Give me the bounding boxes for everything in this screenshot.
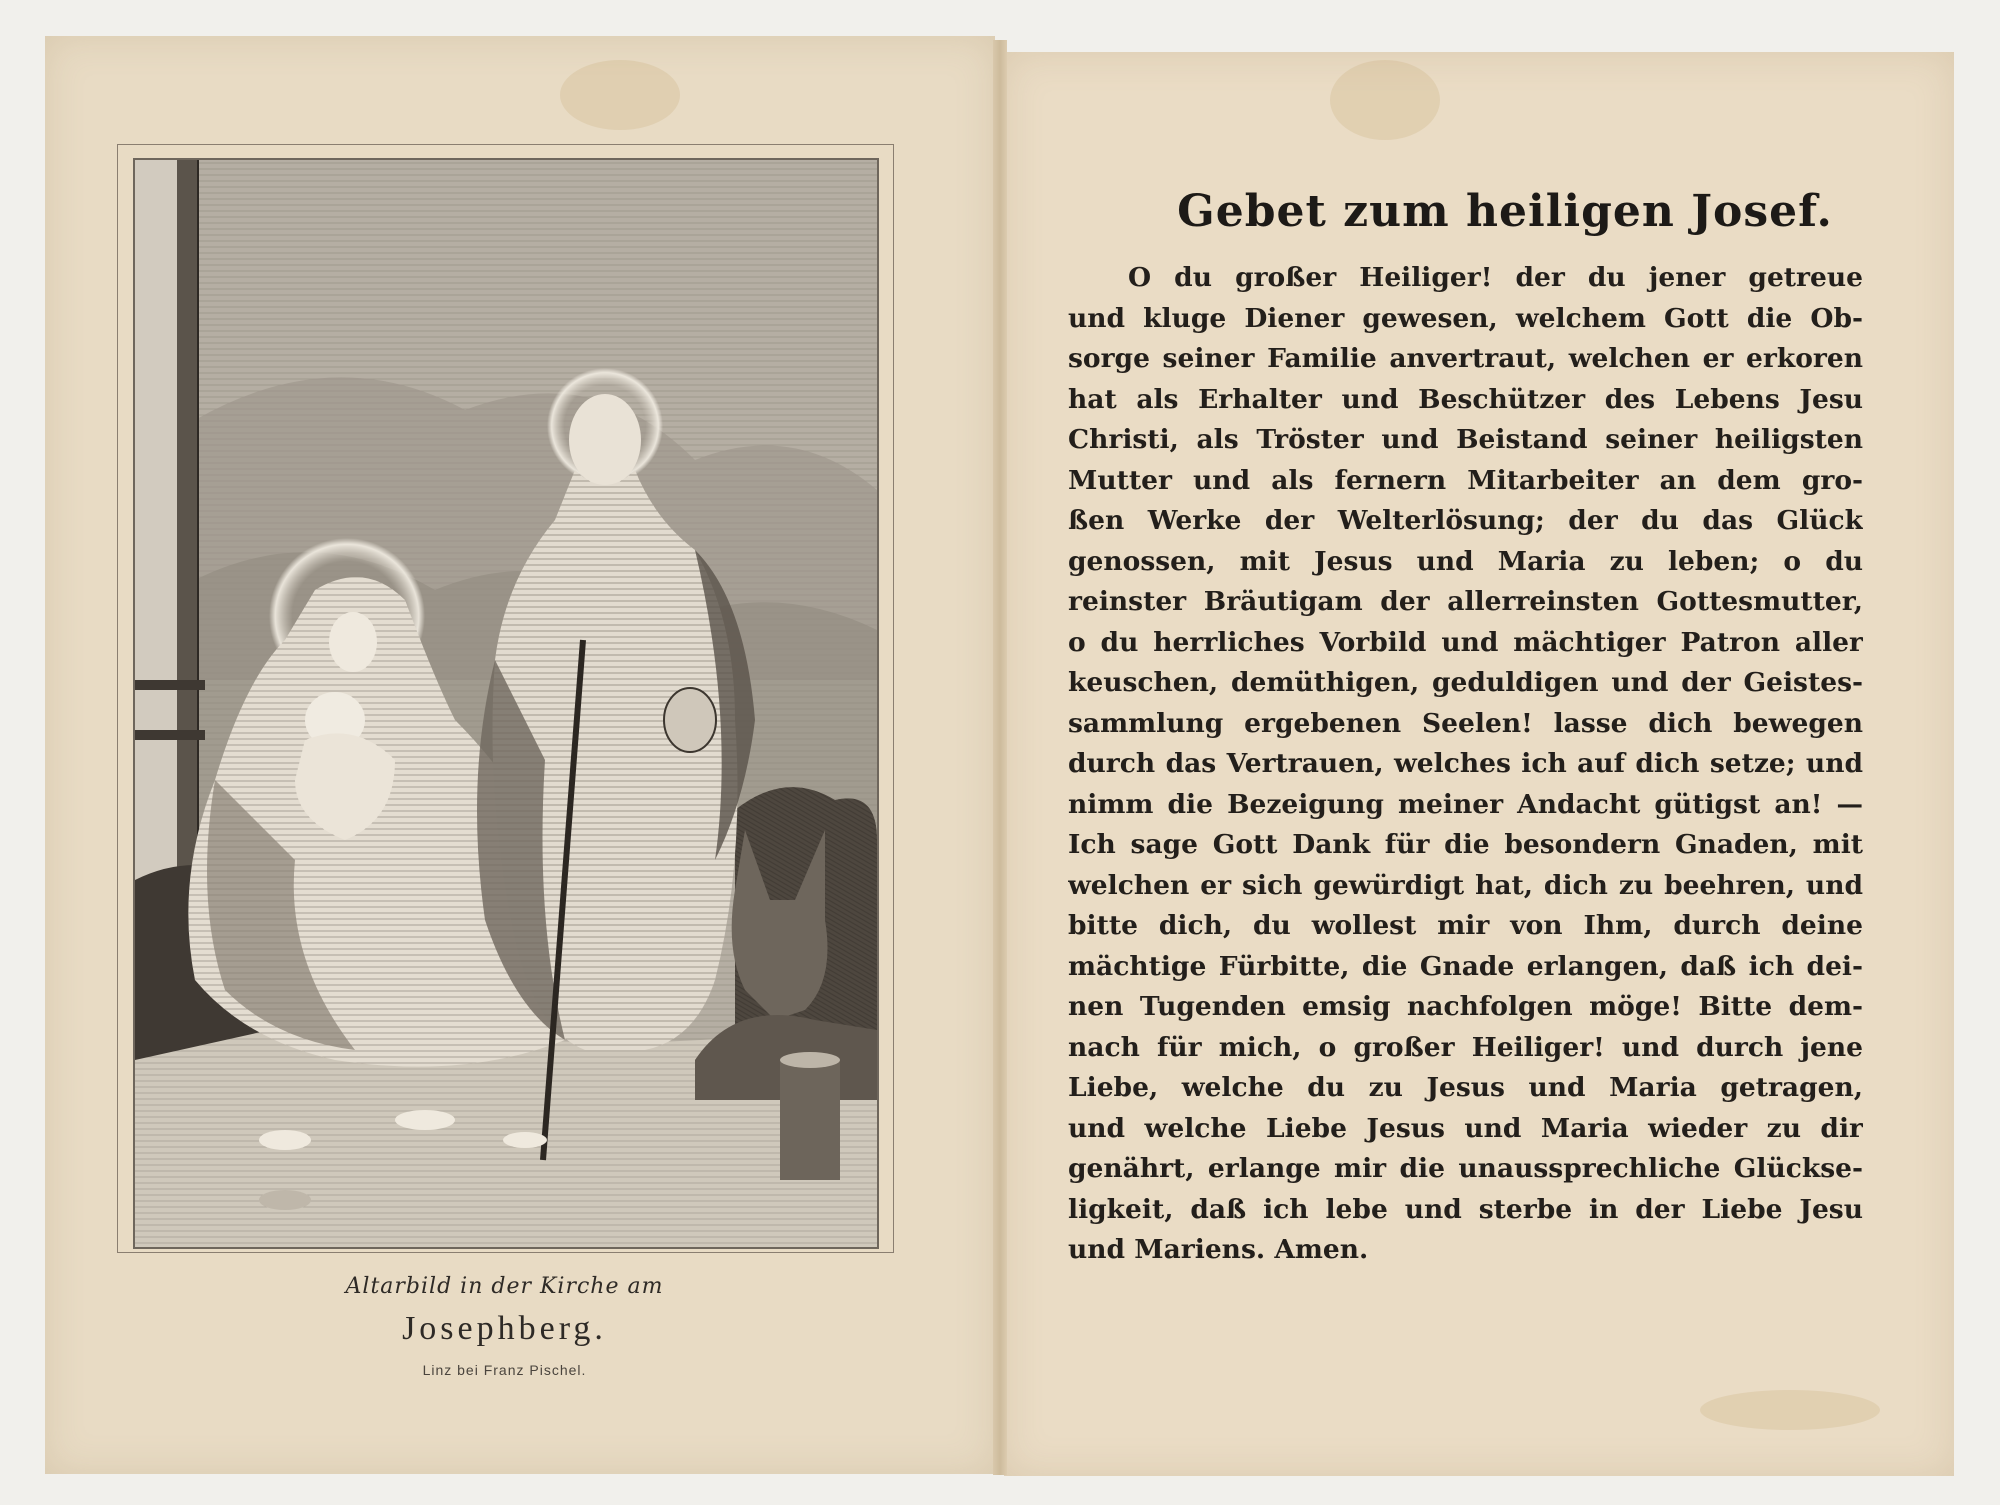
prayer-line: genossen, mit Jesus und Maria zu leben; o du — [1068, 545, 1863, 577]
prayer-line: ßen Werke der Welterlösung; der du das Glück — [1068, 505, 1863, 536]
publisher-imprint: Linz bei Franz Pischel. — [422, 1362, 587, 1378]
prayer-line: o du herrliches Vorbild und mächtiger Patron aller — [1068, 626, 1863, 658]
prayer-line: sorge seiner Familie anvertraut, welchen er erkoren — [1068, 343, 1863, 374]
paper-stain — [1330, 60, 1440, 140]
prayer-line: Mutter und als fernern Mitarbeiter an dem gro- — [1068, 464, 1863, 496]
prayer-line: nach für mich, o großer Heiliger! und durch jene — [1068, 1031, 1863, 1063]
prayer-line: sammlung ergebenen Seelen! lasse dich bewegen — [1068, 707, 1863, 739]
prayer-line: und kluge Diener gewesen, welchem Gott die Ob- — [1068, 302, 1863, 334]
prayer-line: und welche Liebe Jesus und Maria wieder zu dir — [1068, 1112, 1863, 1144]
prayer-line: reinster Bräutigam der allerreinsten Gottesmutter, — [1068, 586, 1863, 617]
prayer-line: Ich sage Gott Dank für die besondern Gnaden, mit — [1068, 829, 1863, 860]
engraving-caption: Altarbild in der Kirche am — [345, 1274, 664, 1299]
prayer-title: Gebet zum heiligen Josef. — [1177, 186, 1833, 237]
paper-stain — [1700, 1390, 1880, 1430]
prayer-line: Liebe, welche du zu Jesus und Maria getragen, — [1068, 1072, 1863, 1103]
prayer-text — [1068, 258, 1863, 1271]
prayer-line: und Mariens. Amen. — [1068, 1234, 1369, 1265]
prayer-line: hat als Erhalter und Beschützer des Lebens Jesu — [1068, 383, 1863, 415]
prayer-line: ligkeit, daß ich lebe und sterbe in der Liebe Jesu — [1068, 1193, 1863, 1225]
prayer-line: nen Tugenden emsig nachfolgen möge! Bitte dem- — [1068, 991, 1863, 1022]
prayer-line: O du großer Heiliger! der du jener getreue — [1128, 262, 1863, 293]
prayer-line: genährt, erlange mir die unaussprechliche Glückse- — [1068, 1153, 1863, 1184]
prayer-line: Christi, als Tröster und Beistand seiner heiligsten — [1068, 424, 1863, 455]
engraving-holy-family — [133, 158, 879, 1249]
prayer-line: mächtige Fürbitte, die Gnade erlangen, daß ich dei- — [1068, 950, 1863, 982]
prayer-line: welchen er sich gewürdigt hat, dich zu beehren, und — [1068, 869, 1863, 901]
prayer-line: bitte dich, du wollest mir von Ihm, durch deine — [1068, 910, 1863, 941]
prayer-line: durch das Vertrauen, welches ich auf dich setze; und — [1068, 748, 1863, 779]
paper-stain — [560, 60, 680, 130]
page-fold — [993, 40, 1007, 1475]
prayer-line: keuschen, demüthigen, geduldigen und der Geistes- — [1068, 667, 1863, 698]
prayer-line: nimm die Bezeigung meiner Andacht gütigst an! — — [1068, 788, 1863, 820]
engraving-location-title: Josephberg. — [402, 1310, 607, 1347]
